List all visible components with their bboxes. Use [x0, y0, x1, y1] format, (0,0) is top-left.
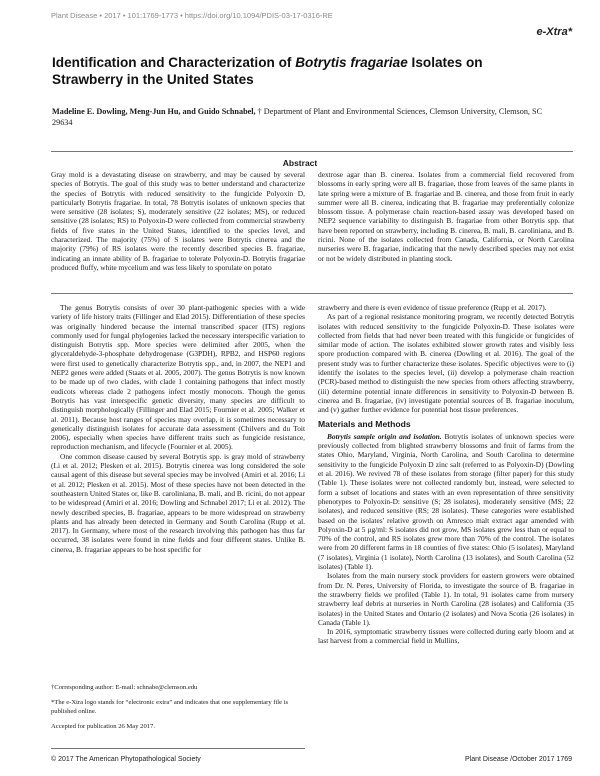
abstract-top-rule	[51, 151, 573, 152]
body-paragraph: The genus Botrytis consists of over 30 plant-pathogenic species with a wide variety of life history traits (Fillinger and Elad 2015). Differentiation of these species was originally hindered because the internal transcribed spacer (ITS) regions commonly used for fungal phylogenies lacked the necessary interspecific variation to distinguish Botrytis spp. More species were delimited after 2005, when the glyceraldehyde-3-phosphate dehydrogenase (G3PDH), RPB2, and HSP60 regions were first used to genetically characterize Botrytis spp., and, in 2007, the NEP1 and NEP2 genes were added (Staats et al. 2005, 2007). The genus Botrytis is now known to be made up of two clades, with clade 1 containing pathogens that infect mostly eudicots whereas clade 2 pathogens infect mostly monocots. Though the genus Botrytis has vast interspecific genetic diversity, many species are difficult to distinguish morphologically (Fillinger and Elad 2015; Fournier et al. 2005; Walker et al. 2011). Because host ranges of species may overlap, it is sometimes necessary to genetically distinguish isolates for accurate data assessment (Chilvers and du Toit 2006), especially when species have different traits such as fungicide resistance, reproduction mechanism, and lifecycle (Fournier et al. 2005).	[51, 303, 305, 452]
abstract-right-column	[318, 170, 574, 263]
title-part-2: Isolates on Strawberry in the United States	[52, 55, 483, 87]
accepted-date: Accepted for publication 26 May 2017.	[51, 723, 156, 730]
abstract-bottom-rule	[51, 293, 573, 294]
body-paragraph: strawberry and there is even evidence of tissue preference (Rupp et al. 2017).	[318, 303, 547, 312]
article-title	[52, 54, 552, 88]
footer-rule	[51, 748, 305, 749]
e-xtra-note: *The e-Xtra logo stands for “electronic extra” and indicates that one supplementary file is published online.	[51, 699, 289, 715]
abstract-text-right: dextrose agar than B. cinerea. Isolates from a commercial field recovered from blossoms in early spring were all B. fragariae, those from leaves of the same plants in late spring were a mixture of B. fragariae and B. cinerea, and those from fruit in early summer were all B. cinerea, indicating that B. fragariae may preferentially colonize blossom tissue. A polymerase chain reaction-based assay was developed based on NEP2 sequence variability to distinguish B. fragariae from other Botrytis spp. that have been reported on strawberry, including B. cinerea, B. mali, B. caroliniana, and B. ricini. None of the isolates collected from Canada, California, or North Carolina nurseries were B. fragariae, indicating that the newly described species may not exist or not be widely distributed in planting stock.	[318, 170, 574, 263]
body-paragraph: In 2016, symptomatic strawberry tissues were collected during early bloom and at last harvest from a commercial field in Mullins,	[318, 627, 574, 646]
abstract-heading: Abstract	[282, 158, 318, 168]
runin-text: Botrytis isolates of unknown species were previously collected from blighted strawberry blossoms and fruit of farms from the states Ohio, Maryland, Virginia, North Carolina, and South Carolina to determine sensitivity to the fungicide Polyoxin D zinc salt (referred to as Polyoxin-D) (Dowling et al. 2016). We revived 78 of these isolates from storage (filter paper) for this study (Table 1). These isolates were not collected randomly but, instead, were selected to form a subset of locations and states with an even representation of three sensitivity phenotypes to Polyoxin-D: sensitive (S; 28 isolates), moderately sensitive (MS; 22 isolates), and reduced sensitive (RS; 28 isolates). These categories were established based on the isolates' relative growth on Amresco malt extract agar amended with Polyoxin-D at 5 μg/ml: S isolates did not grow, MS isolates grew less than or equal to 70% of the control, and RS isolates grew more than 70% of the control. The isolates were from 20 different farms in 18 counties of five states: Ohio (5 isolates), Maryland (7 isolates), Virginia (1 isolate), North Carolina (13 isolates), and South Carolina (52 isolates) (Table 1).	[318, 431, 574, 572]
title-part-1: Identification and Characterization of	[52, 55, 296, 70]
affiliation: † Department of Plant and Environmental Sciences, Clemson University, Clemson, SC 29634	[52, 107, 543, 127]
page-number: Plant Disease /October 2017 1769	[464, 756, 572, 763]
abstract-text-left: Gray mold is a devastating disease on strawberry, and may be caused by several species of Botrytis. The goal of this study was to better understand and characterize the species of Botrytis with reduced sensitivity to the fungicide Polyoxin D, particularly Botrytis fragariae. In total, 78 Botrytis isolates of unknown species that were sensitive (28 isolates; S), moderately sensitive (22 isolates; MS), or reduced sensitive (28 isolates; RS) to Polyoxin-D were collected from commercial strawberry fields of five states in the United States, identified to the species level, and characterized. The majority (75%) of S isolates were Botrytis cinerea and the majority (79%) of RS isolates were the recently described species B. fragariae, indicating an innate ability of B. fragariae to tolerate Polyoxin-D. Botrytis fragariae produced fluffy, white mycelium and was less likely to sporulate on potato	[51, 170, 305, 272]
body-paragraph	[318, 432, 574, 571]
body-left-column	[51, 303, 305, 554]
authors-affiliation	[52, 107, 562, 128]
methods-heading: Materials and Methods	[318, 418, 411, 429]
corresponding-author-note: †Corresponding author: E-mail: schnabe@clemson.edu	[51, 684, 198, 691]
subsection-runin: Botrytis sample origin and isolation.	[327, 431, 442, 441]
body-paragraph: Isolates from the main nursery stock providers for eastern growers were obtained from Dr. N. Peres, University of Florida, to investigate the source of B. fragariae in the strawberry fields we profiled (Table 1). In total, 91 isolates came from nursery strawberry leaf debris at nurseries in North Carolina (28 isolates) and California (35 isolates) in the United States and Ontario (2 isolates) and Nova Scotia (26 isolates) in Canada (Table 1).	[318, 571, 574, 627]
copyright-notice: © 2017 The American Phytopathological Society	[51, 756, 201, 763]
body-right-column	[318, 303, 574, 646]
body-paragraph: As part of a regional resistance monitoring program, we recently detected Botrytis isolates with reduced sensitivity to the fungicide Polyoxin-D. These isolates were collected from fields that had never been treated with this fungicide or fungicides of similar mode of action. The isolates exhibited slower growth rates and visibly less spore production compared with B. cinerea (Dowling et al. 2016). The goal of the present study was to further characterize these isolates. Specific objectives were to (i) identify the isolates to the species level, (ii) develop a polymerase chain reaction (PCR)-based method to distinguish the new species from others affecting strawberry, (iii) determine potential innate differences in sensitivity to Polyoxin-D between B. cinerea and B. fragariae, (iv) investigate potential sources of B. fragariae inoculum, and (v) gather further evidence for potential host tissue preferences.	[318, 312, 574, 415]
title-species: Botrytis fragariae	[295, 55, 408, 70]
body-paragraph: One common disease caused by several Botrytis spp. is gray mold of strawberry (Li et al. 2012; Plesken et al. 2015). Botrytis cinerea was long considered the sole causal agent of this disease but several species may be involved (Amiri et al. 2016; Li et al. 2012; Plesken et al. 2015). Most of these species have not been detected in the southeastern United States or, like B. caroliniana, B. mali, and B. ricini, do not appear to be widespread (Amiri et al. 2016; Dowling and Schnabel 2017; Li et al. 2012). The newly described species, B. fragariae, appears to be more widespread on strawberry plants and has already been detected in Germany and South Carolina (Rupp et al. 2017). In Germany, where most of the research involving this pathogen has thus far occurred, 38 isolates were found in nine fields and four different states. Unlike B. cinerea, B. fragariae appears to be host specific for	[51, 451, 306, 554]
e-xtra-logo: e-Xtra*	[536, 26, 572, 38]
author-names: Madeline E. Dowling, Meng-Jun Hu, and Guido Schnabel,	[52, 107, 256, 116]
abstract-left-column	[51, 170, 305, 272]
journal-citation-line: Plant Disease • 2017 • 101:1769-1773 • https://doi.org/10.1094/PDIS-03-17-0316-RE	[51, 11, 333, 20]
